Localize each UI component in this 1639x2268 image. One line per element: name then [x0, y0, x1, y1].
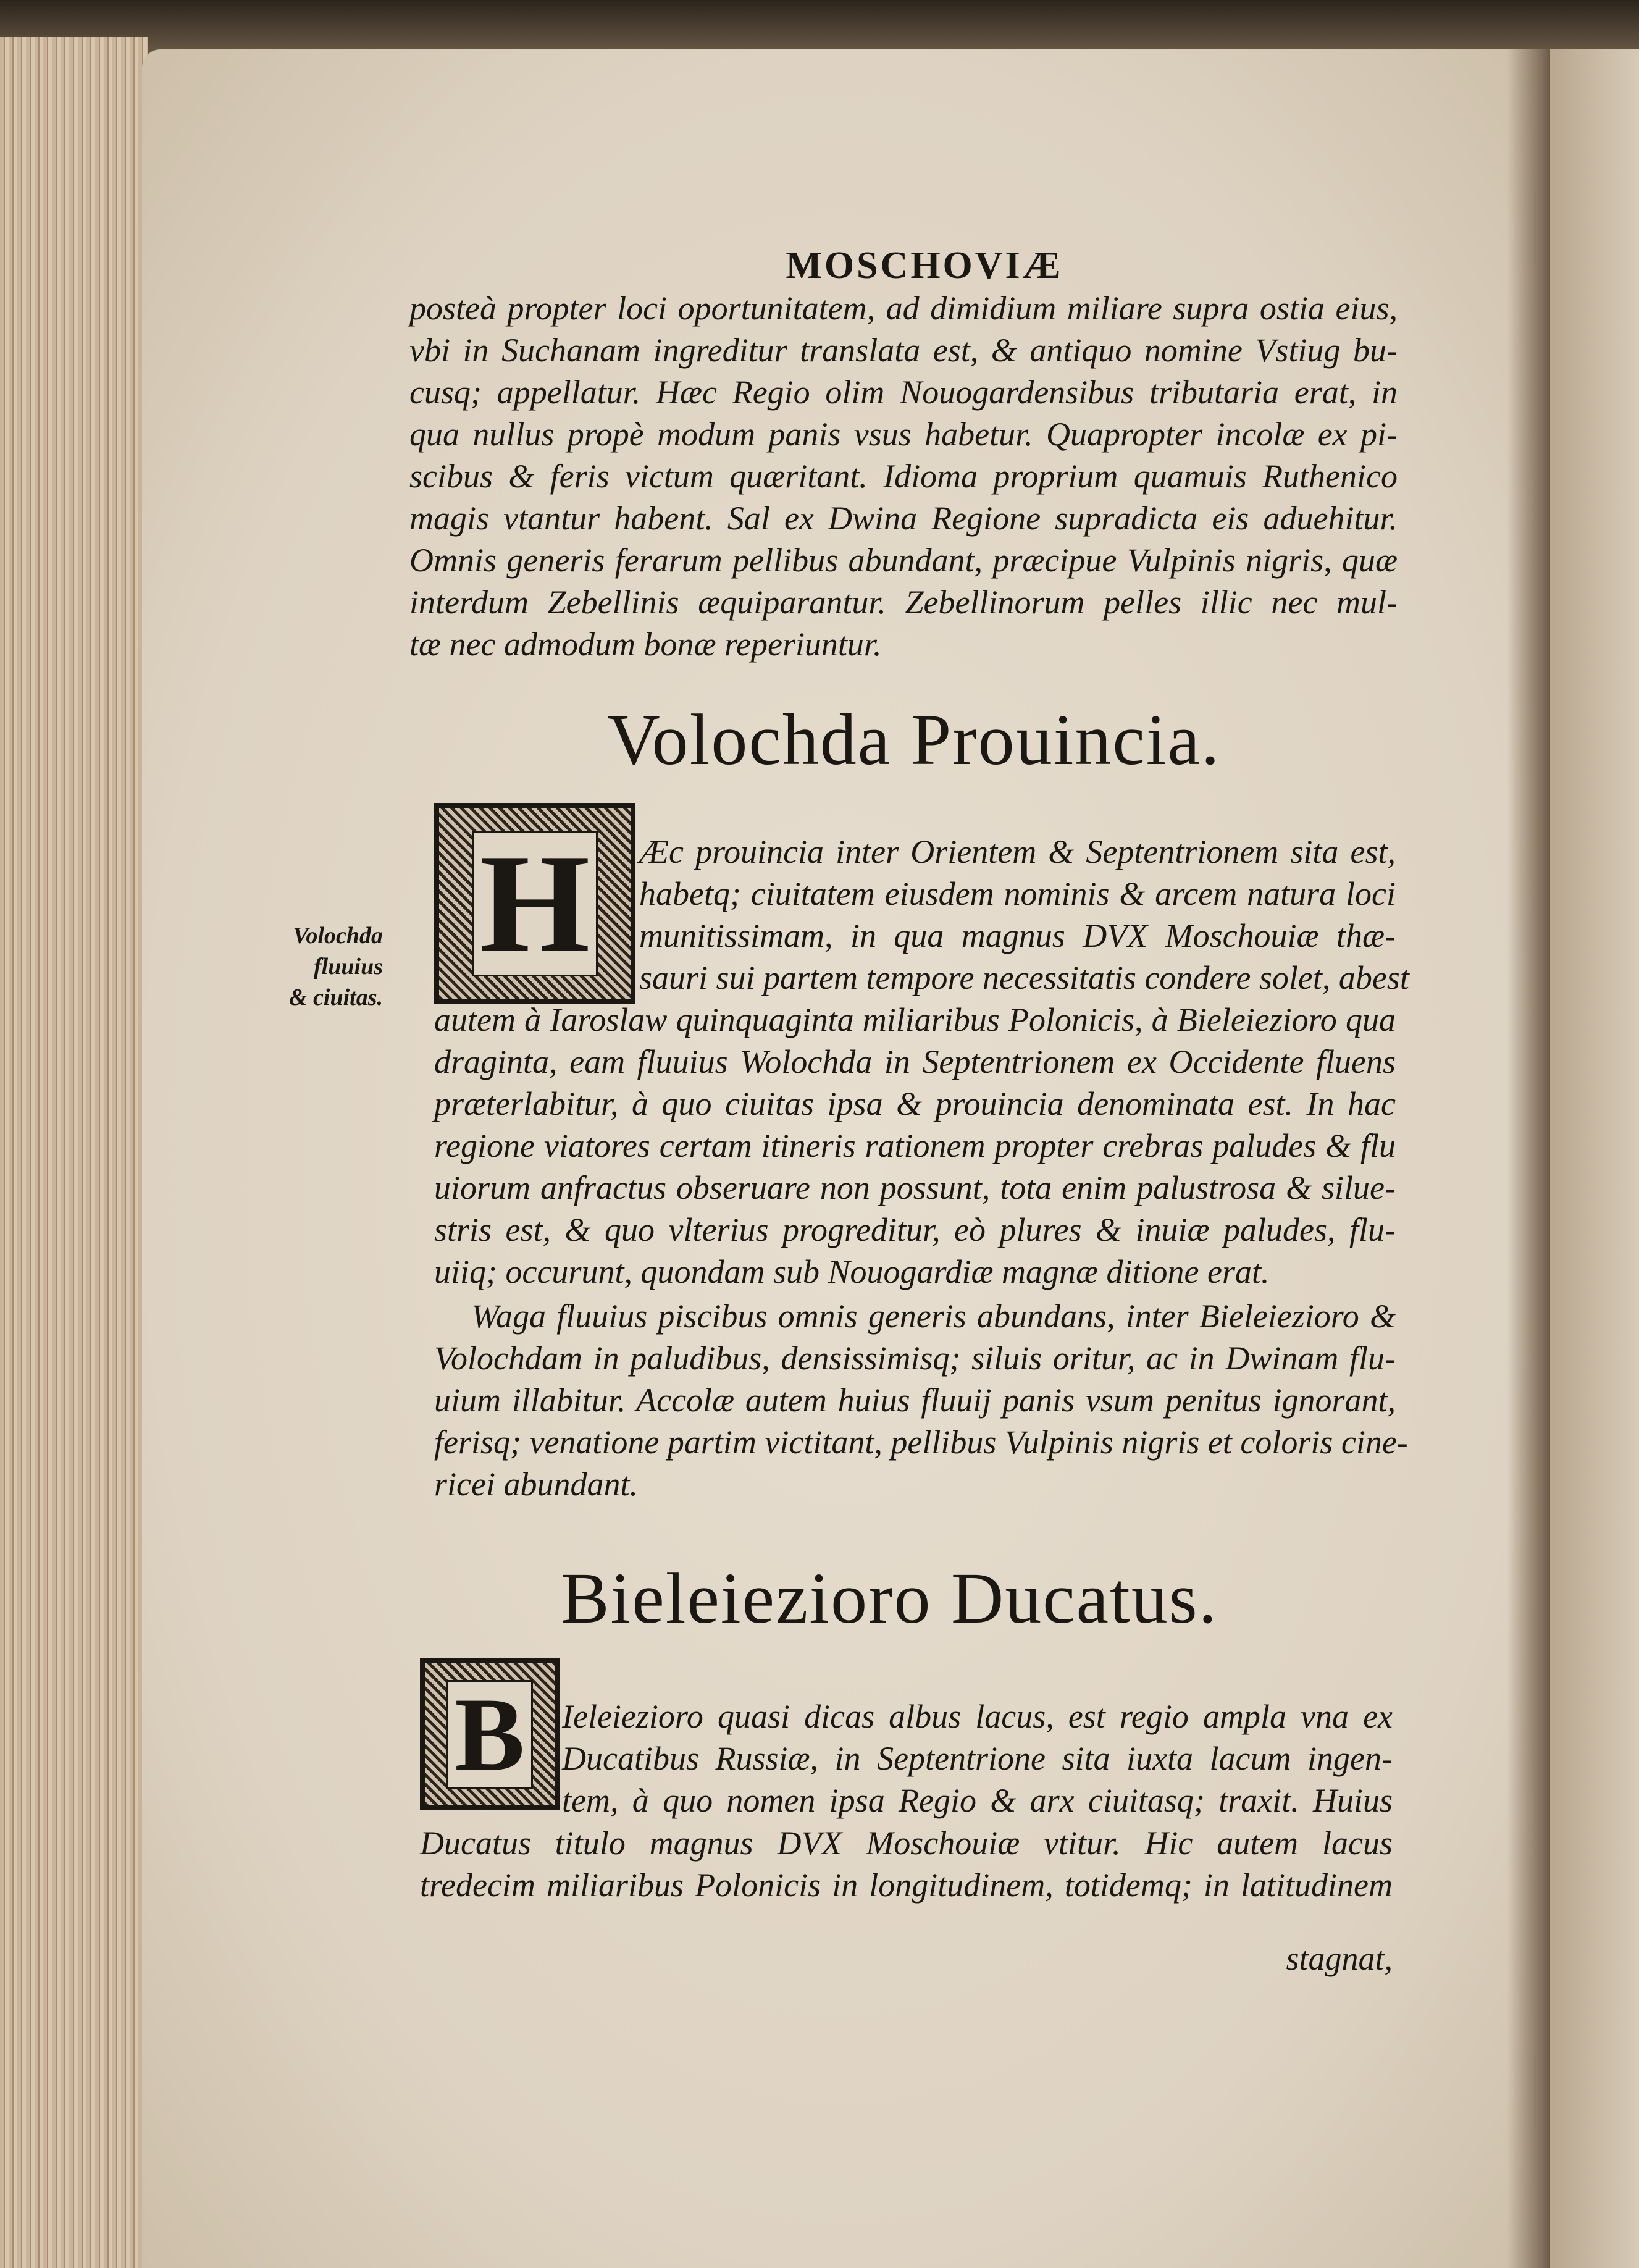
paragraph-volochda-cap: [639, 831, 1409, 999]
decorated-initial-h: [434, 803, 635, 1004]
initial-letter: H: [472, 831, 598, 976]
text-line: Æc prouincia inter Orientem & Septentrionem sita est,: [639, 833, 1396, 870]
text-line: præterlabitur, à quo ciuitas ipsa & prouincia denominata est. In hac: [434, 1085, 1396, 1122]
text-line: tredecim miliaribus Polonicis in longitudinem, totidemq; in latitudinem: [420, 1867, 1393, 1904]
text-line: vbi in Suchanam ingreditur translata est, & antiquo nomine Vstiug bu-: [409, 332, 1398, 369]
section-title-bieleiezioro: Bieleiezioro Ducatus.: [560, 1558, 1218, 1639]
paragraph-intro: [409, 287, 1398, 665]
text-line: tem, à quo nomen ipsa Regio & arx ciuitasq; traxit. Huius: [562, 1782, 1393, 1819]
text-line: Ducatus titulo magnus DVX Moschouiæ vtitur. Hic autem lacus: [420, 1825, 1393, 1862]
text-line: interdum Zebellinis æquiparantur. Zebellinorum pelles illic nec mul-: [409, 584, 1398, 621]
text-line: Omnis generis ferarum pellibus abundant, præcipue Vulpinis nigris, quæ: [409, 542, 1398, 579]
text-line: Volochdam in paludibus, densissimisq; siluis oritur, ac in Dwinam flu-: [434, 1340, 1396, 1377]
paragraph-volochda: [434, 999, 1396, 1293]
paragraph-bieleiezioro: [420, 1822, 1393, 1906]
text-line: tæ nec admodum bonæ reperiuntur.: [409, 626, 882, 663]
decorated-initial-b: [420, 1658, 560, 1810]
text-line: magis vtantur habent. Sal ex Dwina Regione supradicta eis aduehitur.: [409, 500, 1398, 537]
gutter: [1507, 49, 1556, 2268]
text-line: uiiq; occurunt, quondam sub Nouogardiæ magnæ ditione erat.: [434, 1253, 1270, 1290]
text-line: munitissimam, in qua magnus DVX Moschouiæ thæ-: [639, 917, 1396, 954]
paragraph-waga: [434, 1295, 1408, 1505]
text-line: draginta, eam fluuius Wolochda in Septentrionem ex Occidente fluens: [434, 1043, 1396, 1080]
text-line: Ieleiezioro quasi dicas albus lacus, est regio ampla vna ex: [562, 1698, 1393, 1735]
text-line: Ducatibus Russiæ, in Septentrione sita iuxta lacum ingen-: [562, 1740, 1393, 1777]
text-line: Waga fluuius piscibus omnis generis abundans, inter Bieleiezioro &: [471, 1298, 1396, 1335]
text-line: uiorum anfractus obseruare non possunt, tota enim palustrosa & silue-: [434, 1169, 1396, 1206]
text-line: habetq; ciuitatem eiusdem nominis & arcem natura loci: [639, 875, 1396, 912]
margin-note: [244, 920, 383, 1013]
paragraph-bieleiezioro-cap: [562, 1695, 1393, 1821]
catchword: stagnat,: [1286, 1940, 1393, 1977]
text-line: posteà propter loci oportunitatem, ad dimidium miliare supra ostia eius,: [409, 290, 1398, 327]
running-header: MOSCHOVIÆ: [786, 245, 1063, 287]
facing-page: [1550, 49, 1639, 2268]
text-line: cusq; appellatur. Hæc Regio olim Nouogardensibus tributaria erat, in: [409, 374, 1398, 411]
text-line: uium illabitur. Accolæ autem huius fluuij panis vsum penitus ignorant,: [434, 1382, 1396, 1419]
text-line: autem à Iaroslaw quinquaginta miliaribus Polonicis, à Bieleiezioro qua: [434, 1001, 1396, 1038]
page-edges: [0, 37, 148, 2268]
text-line: sauri sui partem tempore necessitatis condere solet, abest: [639, 959, 1409, 996]
initial-letter: B: [446, 1680, 532, 1789]
text-line: qua nullus propè modum panis vsus habetur. Quapropter incolæ ex pi-: [409, 416, 1398, 453]
text-line: scibus & feris victum quæritant. Idioma proprium quamuis Ruthenico: [409, 458, 1398, 495]
text-line: regione viatores certam itineris rationem propter crebras paludes & flu: [434, 1127, 1396, 1164]
text-line: stris est, & quo vlterius progreditur, eò plures & inuiæ paludes, flu-: [434, 1211, 1396, 1248]
text-line: ricei abundant.: [434, 1466, 638, 1503]
section-title-volochda: Volochda Prouincia.: [607, 699, 1221, 780]
margin-note-line: Volochda fluuius: [293, 923, 383, 980]
book-top-edge: [0, 0, 1639, 56]
text-line: ferisq; venatione partim victitant, pellibus Vulpinis nigris et coloris cine-: [434, 1424, 1408, 1461]
margin-note-line: & ciuitas.: [288, 985, 383, 1010]
